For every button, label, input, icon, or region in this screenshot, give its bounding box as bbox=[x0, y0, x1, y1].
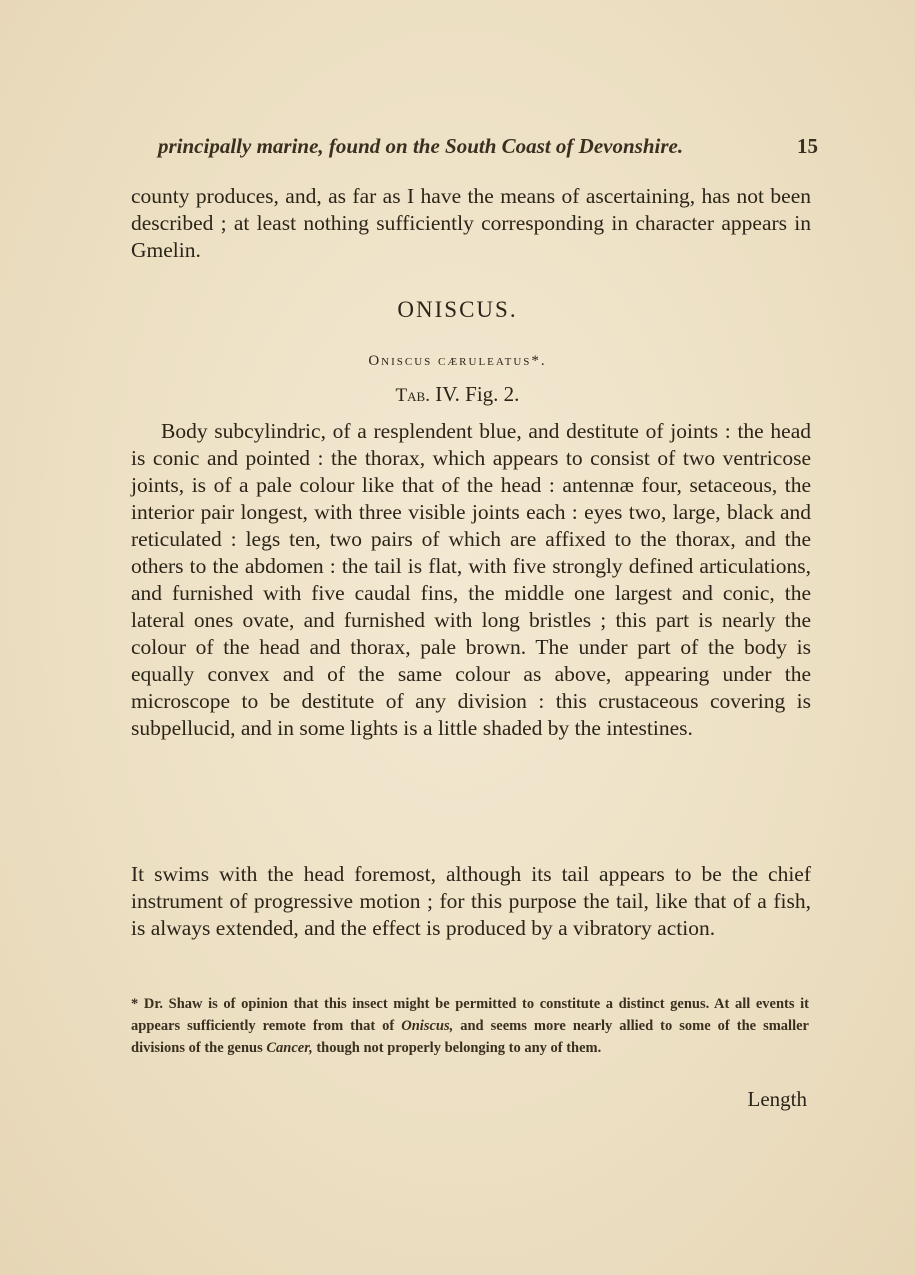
footnote-text-1: * Dr. Shaw is of opinion that this insect might be permitted to constitute a distinct genus. At all events it appears sufficiently remote from that of bbox=[131, 996, 809, 1034]
species-name: Oniscus cæruleatus bbox=[368, 353, 532, 369]
running-head bbox=[158, 134, 818, 159]
catchword: Length bbox=[747, 1087, 807, 1111]
footnote bbox=[131, 993, 809, 1059]
footnote-text-2: and seems more nearly allied to some of the smaller divisions of the genus bbox=[131, 1018, 809, 1056]
section-title: ONISCUS. bbox=[397, 297, 518, 322]
motion-paragraph: It swims with the head foremost, although its tail appears to be the chief instrument of progressive motion ; for this purpose the tail, like that of a fish, is always extended, and the effect is produced by a vibratory action. bbox=[131, 862, 811, 940]
footnote-marker: *. bbox=[531, 353, 547, 369]
page-number: 15 bbox=[797, 134, 818, 158]
footnote-genus-oniscus: Oniscus, bbox=[401, 1018, 454, 1034]
description-paragraph: Body subcylindric, of a resplendent blue, and destitute of joints : the head is conic and pointed : the thorax, which appears to consist of two ventricose joints, is of a pale colour like that of the head : antennæ four, setaceous, the interior pair longest, with three visible joints each : eyes two, large, black and reticulated : legs ten, two pairs of which are affixed to the thorax, and the others to the abdomen : the tail is flat, with five strongly defined articulations, and furnished with five caudal fins, the middle one largest and conic, the lateral ones ovate, and furnished with long bristles ; this part is nearly the colour of the head and thorax, pale brown. The under part of the body is equally convex and of the same colour as above, appearing under the microscope to be destitute of any division : this crustaceous covering is subpellucid, and in some lights is a little shaded by the intestines. bbox=[131, 419, 811, 740]
running-title: principally marine, found on the South Coast of Devonshire. bbox=[158, 134, 684, 158]
plate-reference bbox=[0, 382, 915, 407]
plate-label: Tab. bbox=[395, 385, 430, 406]
species-heading bbox=[0, 353, 915, 370]
footnote-text-3: though not properly belonging to any of them. bbox=[312, 1040, 602, 1056]
intro-paragraph: county produces, and, as far as I have the means of ascertaining, has not been described ; at least nothing sufficiently corresponding in character appears in Gmelin. bbox=[131, 184, 811, 262]
footnote-genus-cancer: Cancer, bbox=[266, 1040, 313, 1056]
plate-figure: IV. Fig. 2. bbox=[435, 382, 520, 406]
